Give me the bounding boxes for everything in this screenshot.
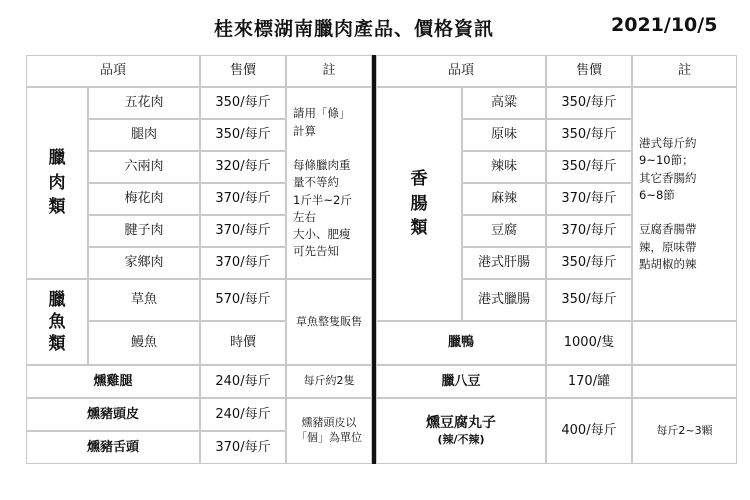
item-price: 370/每斤 (200, 431, 286, 464)
item-name: 腱子肉 (88, 215, 200, 247)
sausage-note: 港式每斤約 9~10節； 其它香腸約 6~8節 豆腐香腸帶 辣，原味帶 點胡椒的辣 (632, 87, 737, 321)
price-table (26, 55, 737, 464)
header-price: 售價 (200, 55, 286, 87)
item-subtitle: (辣/不辣) (437, 433, 485, 447)
header-note: 註 (632, 55, 737, 87)
item-price: 350/每斤 (546, 247, 632, 279)
item-name: 草魚 (88, 279, 200, 321)
category-cured-meat: 臘 肉 類 (26, 87, 88, 279)
page-title: 桂來標湖南臘肉產品、價格資訊 (214, 18, 495, 40)
item-price: 570/每斤 (200, 279, 286, 321)
item-price: 320/每斤 (200, 151, 286, 183)
category-sausage: 香 腸 類 (376, 87, 462, 321)
item-name: 鰻魚 (88, 321, 200, 365)
item-name: 港式肝腸 (462, 247, 546, 279)
item-name: 梅花肉 (88, 183, 200, 215)
item-name: 燻豬舌頭 (26, 431, 200, 464)
fish-note: 草魚整隻販售 (286, 279, 372, 365)
item-name: 燻豬頭皮 (26, 398, 200, 431)
item-name: 臘鴨 (376, 321, 546, 365)
item-price: 370/每斤 (200, 215, 286, 247)
item-price: 350/每斤 (546, 119, 632, 151)
category-cured-fish: 臘 魚 類 (26, 279, 88, 365)
tofu-ball-cell (376, 398, 546, 464)
item-price: 170/罐 (546, 365, 632, 398)
item-price: 350/每斤 (546, 151, 632, 183)
item-name: 五花肉 (88, 87, 200, 119)
item-name: 臘八豆 (376, 365, 546, 398)
item-price: 370/每斤 (546, 215, 632, 247)
header-price: 售價 (546, 55, 632, 87)
header-note: 註 (286, 55, 372, 87)
item-name: 燻豆腐丸子 (426, 415, 496, 432)
empty-note (632, 365, 737, 398)
item-price: 350/每斤 (200, 87, 286, 119)
item-price: 350/每斤 (546, 279, 632, 321)
item-name: 家鄉肉 (88, 247, 200, 279)
item-price: 350/每斤 (200, 119, 286, 151)
item-name: 腿肉 (88, 119, 200, 151)
item-name: 燻雞腿 (26, 365, 200, 398)
item-name: 港式臘腸 (462, 279, 546, 321)
item-name: 豆腐 (462, 215, 546, 247)
item-price: 370/每斤 (546, 183, 632, 215)
meat-note: 請用「條」 計算 每條臘肉重 量不等約 1斤半~2斤 左右 大小、肥瘦 可先告知 (286, 87, 372, 279)
item-name: 六兩肉 (88, 151, 200, 183)
item-name: 原味 (462, 119, 546, 151)
item-price: 240/每斤 (200, 365, 286, 398)
item-price: 時價 (200, 321, 286, 365)
item-price: 400/每斤 (546, 398, 632, 464)
item-name: 高粱 (462, 87, 546, 119)
empty-note (632, 321, 737, 365)
item-price: 1000/隻 (546, 321, 632, 365)
item-price: 370/每斤 (200, 183, 286, 215)
item-price: 240/每斤 (200, 398, 286, 431)
pig-head-note: 燻豬頭皮以 「個」為單位 (286, 398, 372, 464)
header-item: 品項 (376, 55, 546, 87)
item-name: 麻辣 (462, 183, 546, 215)
header-item: 品項 (26, 55, 200, 87)
item-name: 辣味 (462, 151, 546, 183)
item-price: 370/每斤 (200, 247, 286, 279)
date-label: 2021/10/5 (611, 14, 718, 36)
item-price: 350/每斤 (546, 87, 632, 119)
chicken-note: 每斤約2隻 (286, 365, 372, 398)
tofu-note: 每斤2~3顆 (632, 398, 737, 464)
